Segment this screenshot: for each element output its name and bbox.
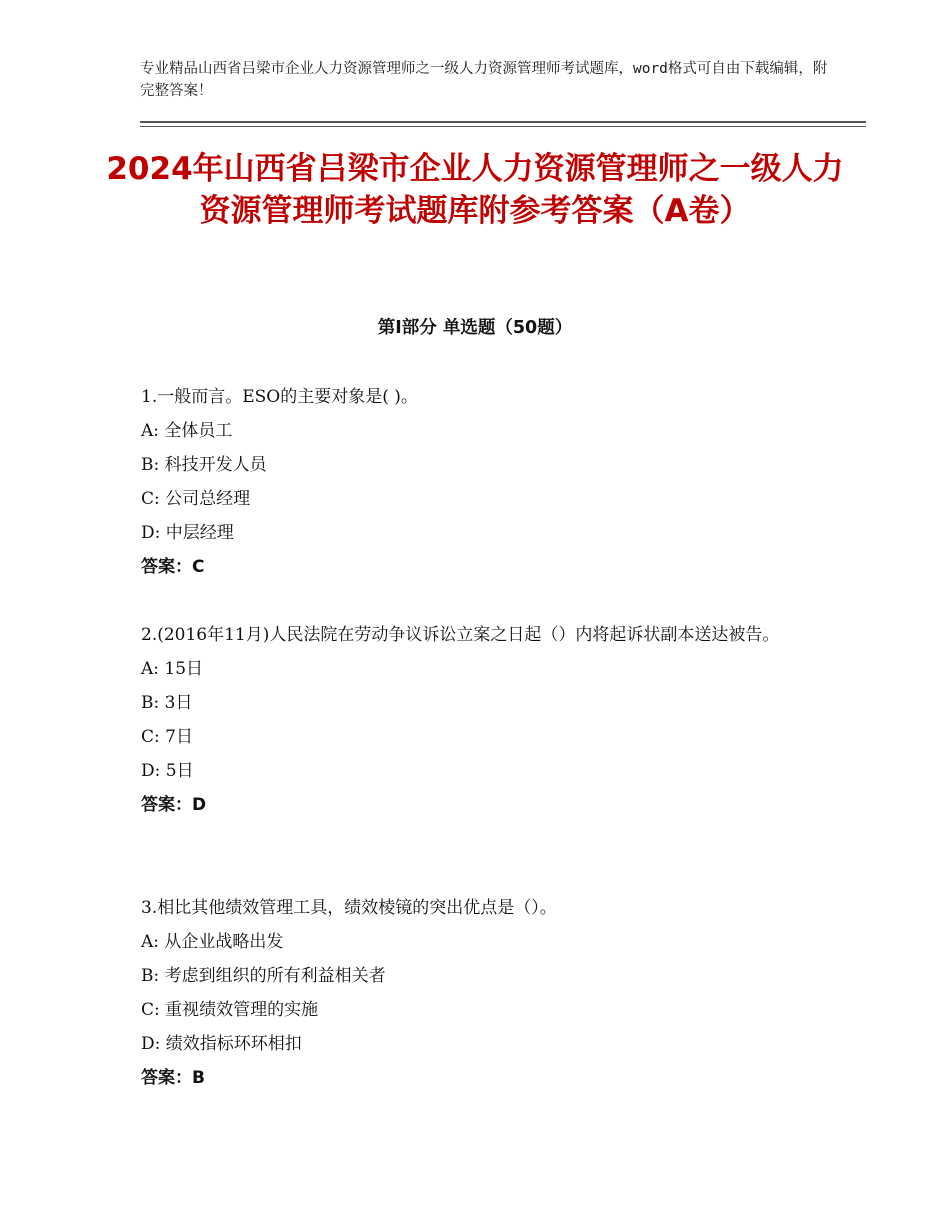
option-d: D: 中层经理 [141,523,234,543]
option-c: C: 7日 [141,727,193,747]
question-stem: 3.相比其他绩效管理工具，绩效棱镜的突出优点是（）。 [141,898,557,918]
header-rule-thin [140,126,866,127]
question-3 [141,891,831,1095]
option-c: C: 重视绩效管理的实施 [141,1000,319,1020]
document-title: 2024年山西省吕梁市企业人力资源管理师之一级人力资源管理师考试题库附参考答案（A卷） [106,151,844,229]
option-b: B: 考虑到组织的所有利益相关者 [141,966,386,986]
header-note: 专业精品山西省吕梁市企业人力资源管理师之一级人力资源管理师考试题库，word格式可自由下载编辑，附完整答案！ [140,61,828,99]
answer: 答案：D [141,795,207,815]
option-d: D: 5日 [141,761,194,781]
question-stem: 2.(2016年11月)人民法院在劳动争议诉讼立案之日起（）内将起诉状副本送达被告。 [141,625,780,645]
option-b: B: 3日 [141,693,193,713]
option-a: A: 全体员工 [141,421,233,441]
section-heading: 第Ⅰ部分 单选题（50题） [377,318,573,338]
question-stem: 1.一般而言。ESO的主要对象是( )。 [141,387,418,407]
option-c: C: 公司总经理 [141,489,251,509]
option-a: A: 从企业战略出发 [141,932,284,952]
question-2 [141,618,831,822]
answer: 答案：B [141,1068,205,1088]
question-1 [141,380,831,584]
option-a: A: 15日 [141,659,204,679]
header-rule-thick [140,121,866,123]
option-d: D: 绩效指标环环相扣 [141,1034,302,1054]
option-b: B: 科技开发人员 [141,455,267,475]
answer: 答案：C [141,557,205,577]
